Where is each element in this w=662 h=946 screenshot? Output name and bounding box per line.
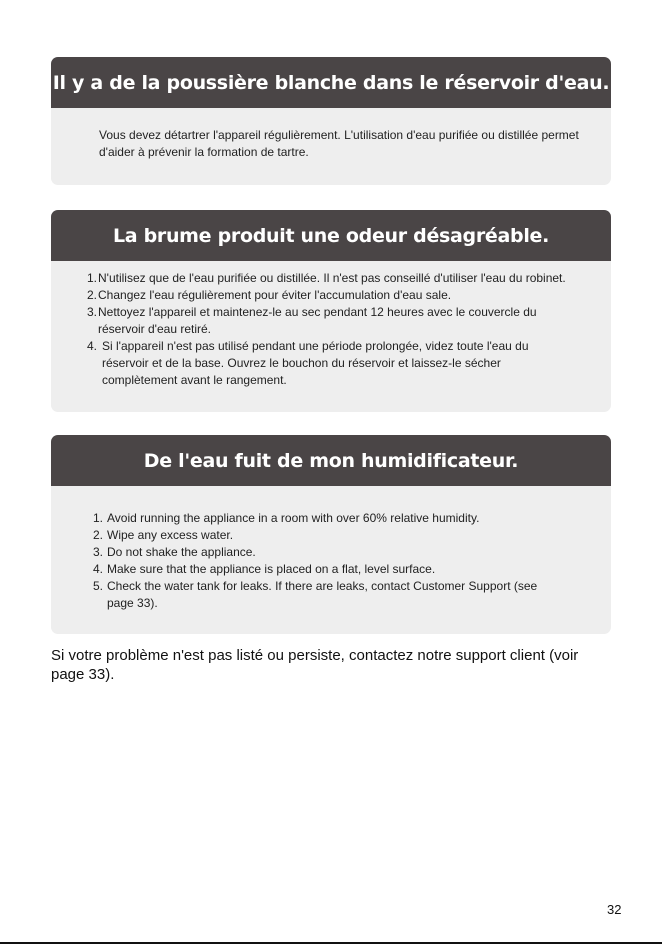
troubleshooting-card-water-leak xyxy=(51,435,611,634)
list-item xyxy=(93,578,561,612)
list-item-number: 1. xyxy=(87,271,98,285)
list-item xyxy=(93,561,561,578)
list-item xyxy=(93,544,561,561)
list-item-text: Changez l'eau régulièrement pour éviter l'accumulation d'eau sale. xyxy=(98,288,452,302)
bottom-rule xyxy=(0,942,662,944)
list-item-text: Make sure that the appliance is placed on a flat, level surface. xyxy=(107,562,436,576)
list-item-number: 1. xyxy=(93,511,104,525)
numbered-list xyxy=(87,270,571,389)
list-item-number: 3. xyxy=(93,545,104,559)
troubleshooting-card-bad-odor xyxy=(51,210,611,412)
list-item-text: N'utilisez que de l'eau purifiée ou distillée. Il n'est pas conseillé d'utiliser l'eau du robinet. xyxy=(98,271,566,285)
list-item xyxy=(93,510,561,527)
card-body xyxy=(51,486,611,612)
page-number: 32 xyxy=(607,902,622,917)
list-item-number: 2. xyxy=(87,288,98,302)
list-item xyxy=(87,338,571,389)
card-title: De l'eau fuit de mon humidificateur. xyxy=(51,435,611,486)
card-paragraph: Vous devez détartrer l'appareil régulièrement. L'utilisation d'eau purifiée ou distillée permet d'aider à prévenir la formation de tartre. xyxy=(99,128,579,159)
list-item-text: Si l'appareil n'est pas utilisé pendant une période prolongée, videz toute l'eau du réservoir et de la base. Ouvrez le bouchon du réservoir et laissez-le sécher complètement avant le rangement. xyxy=(102,339,529,387)
card-title: La brume produit une odeur désagréable. xyxy=(51,210,611,261)
list-item-text: Wipe any excess water. xyxy=(107,528,234,542)
list-item-number: 5. xyxy=(93,579,104,593)
list-item xyxy=(87,287,571,304)
troubleshooting-card-white-dust xyxy=(51,57,611,185)
support-note: Si votre problème n'est pas listé ou persiste, contactez notre support client (voir page 33). xyxy=(51,647,579,683)
list-item-number: 2. xyxy=(93,528,104,542)
list-item-text: Do not shake the appliance. xyxy=(107,545,256,559)
list-item xyxy=(93,527,561,544)
numbered-list xyxy=(93,510,561,612)
list-item-number: 4. xyxy=(93,562,104,576)
list-item-text: Nettoyez l'appareil et maintenez-le au sec pendant 12 heures avec le couvercle du réservoir d'eau retiré. xyxy=(98,305,537,336)
list-item-text: Check the water tank for leaks. If there are leaks, contact Customer Support (see page 33). xyxy=(107,579,538,610)
list-item xyxy=(87,304,571,338)
card-title: Il y a de la poussière blanche dans le réservoir d'eau. xyxy=(51,57,611,108)
list-item-text: Avoid running the appliance in a room with over 60% relative humidity. xyxy=(107,511,480,525)
list-item-number: 4. xyxy=(87,339,98,353)
list-item-number: 3. xyxy=(87,305,98,319)
card-body xyxy=(51,261,611,389)
card-body xyxy=(51,108,611,161)
list-item xyxy=(87,270,571,287)
